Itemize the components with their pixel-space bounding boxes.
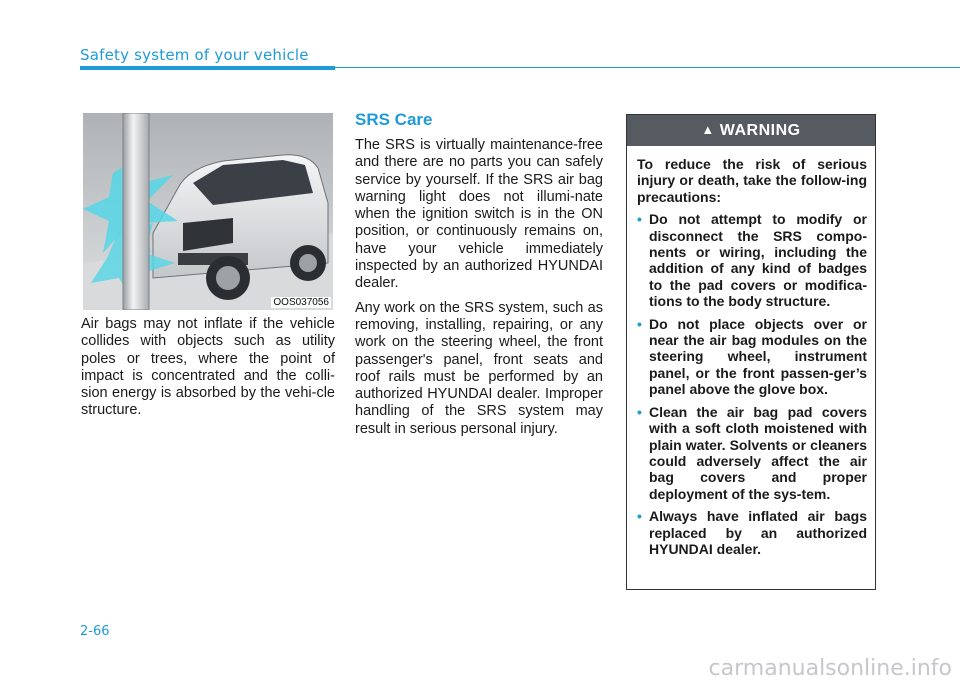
header-accent-bar [80,66,335,70]
warning-item-text: Do not attempt to modify or disconnect the SRS compo-nents or wiring, including the addition of any kind of badges to the pad covers or modifica-tions to the body structure. [649,211,867,310]
figure-code: OOS037056 [273,297,329,308]
bullet-icon: • [637,403,642,420]
warning-title: WARNING [719,121,801,139]
warning-item-text: Always have inflated air bags replaced by an authorized HYUNDAI dealer. [649,508,867,557]
warning-item [637,508,867,557]
left-paragraph: Air bags may not inflate if the vehicle collides with objects such as utility poles or trees, where the point of impact is concentrated and the colli-sion energy is absorbed by the vehi-cle structure. [81,316,335,419]
warning-header [627,115,875,146]
section-title: SRS Care [355,110,433,129]
warning-item-text: Do not place objects over or near the air bag modules on the steering wheel, instrument panel, or the front passen-ger’s panel above the glove box. [649,315,867,398]
warning-item [637,404,867,502]
warning-item [637,316,867,398]
illustration-graphic [83,113,333,310]
warning-item-text: Clean the air bag pad covers with a soft cloth moistened with plain water. Solvents or cleaners could adversely affect the air bag covers and proper deployment of the sys-tem. [649,403,867,502]
warning-box [626,114,876,590]
watermark: carmanualsonline.info [708,656,952,681]
bullet-icon: • [637,315,642,332]
section-header: Safety system of your vehicle [80,46,309,64]
paragraph-2: Any work on the SRS system, such as removing, installing, repairing, or any work on the steering wheel, the front passenger's panel, front seats and roof rails must be performed by an authorized HYUNDAI dealer. Improper handling of the SRS system may result in serious personal injury. [355,299,603,437]
bullet-icon: • [637,508,642,525]
left-column [81,316,335,420]
middle-column [355,137,603,445]
warning-body [627,146,875,557]
warning-triangle-icon: ▲ [701,122,715,137]
warning-intro: To reduce the risk of serious injury or death, take the follow-ing precautions: [637,156,867,205]
bullet-icon: • [637,211,642,228]
paragraph-1: The SRS is virtually maintenance-free and there are no parts you can safely service by yourself. If the SRS air bag warning light does not illumi-nate when the ignition switch is in the ON position, or continuously remains on, have your vehicle immediately inspected by an authorized HYUNDAI dealer. [355,137,603,292]
warning-list [637,211,867,557]
car-pole-collision-illustration [83,113,333,310]
page-number: 2-66 [80,624,110,639]
warning-item [637,211,867,309]
